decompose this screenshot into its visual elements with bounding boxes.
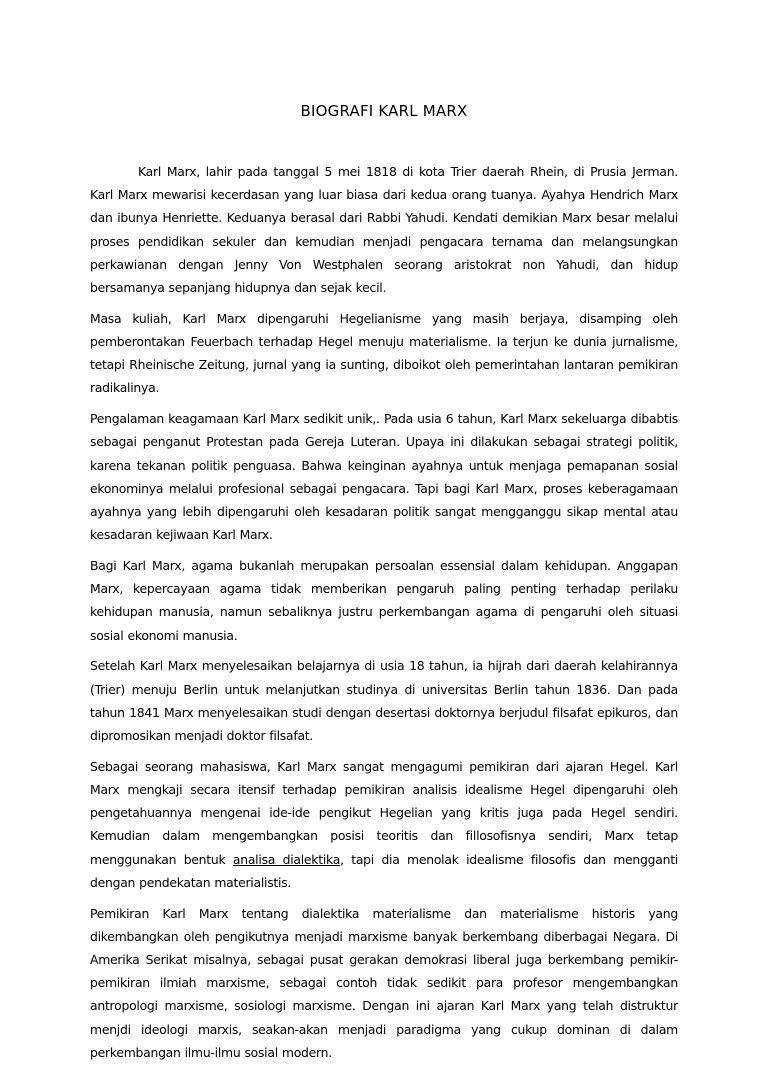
paragraph-birth: Karl Marx, lahir pada tanggal 5 mei 1818 di kota Trier daerah Rhein, di Prusia Jerman. Karl Marx mewarisi kecerdasan yang luar biasa dari kedua orang tuanya. Ayahya Hendrich Marx dan ibunya Henriette. Keduanya berasal dari Rabbi Yahudi. Kendati demikian Marx besar melalui proses pendidikan sekuler dan kemudian menjadi pengacara ternama dan melangsungkan perkawianan dengan Jenny Von Westphalen seorang aristokrat non Yahudi, dan hidup bersamanya sepanjang hidupnya dan sejak kecil. xyxy=(90,164,678,296)
paragraph-marxism: Pemikiran Karl Marx tentang dialektika materialisme dan materialisme historis yang dikembangkan oleh pengikutnya menjadi marxisme banyak berkembang diberbagai Negara. Di Amerika Serikat misalnya, sebagai pusat gerakan demokrasi liberal juga berkembang pemikir-pemikiran ilmiah marxisme, sebagai contoh tidak sedikit para profesor mengembangkan antropologi marxisme, sosiologi marxisme. Dengan ini ajaran Karl Marx yang telah distruktur menjdi ideologi marxis, seakan-akan menjadi paradigma yang cukup dominan di dalam perkembangan ilmu-ilmu sosial modern. xyxy=(90,905,678,1060)
paragraph-hegel-text-end: , tapi dia menolak idealisme filosofis dan mengganti dengan pendekatan materialistis. xyxy=(90,851,679,890)
paragraph-religion-view: Bagi Karl Marx, agama bukanlah merupakan persoalan essensial dalam kehidupan. Anggapan Marx, kepercayaan agama tidak memberikan pengaruh paling penting terhadap perilaku kehidupan manusia, namun sebaliknya justru perkembangan agama di pengaruhi oleh situasi sosial ekonomi manusia. xyxy=(90,558,678,643)
paragraph-university: Masa kuliah, Karl Marx dipengaruhi Hegelianisme yang masih berjaya, disamping oleh pemberontakan Feuerbach terhadap Hegel menuju materialisme. Ia terjun ke dunia jurnalisme, tetapi Rheinische Zeitung, jurnal yang ia sunting, diboikot oleh pemerintahan lantaran pemikiran radikalinya. xyxy=(90,310,678,396)
paragraph-religion-experience: Pengalaman keagamaan Karl Marx sedikit unik,. Pada usia 6 tahun, Karl Marx sekeluarga dibabtis sebagai penganut Protestan pada Gereja Luteran. Upaya ini dilakukan sebagai strategi politik, karena tekanan politik penguasa. Bahwa keinginan ayahnya untuk menjaga pemapanan sosial ekonominya melalui profesional sebagai pengacara. Tapi bagi Karl Marx, proses keberagamaan ayahnya yang lebih dipengaruhi oleh kesadaran politik sangat mengganggu sikap mental atau kesadaran kejiwaan Karl Marx. xyxy=(90,411,678,543)
paragraph-hegel xyxy=(90,755,678,894)
paragraph-hegel-text-start: Sebagai seorang mahasiswa, Karl Marx sangat mengagumi pemikiran dari ajaran Hegel. Karl Marx mengkaji secara itensif terhadap pemikiran analisis idealisme Hegel dipengaruhi oleh pengetahuannya mengenai ide-ide pengikut Hegelian yang kritis juga pada Hegel sendiri. Kemudian dalam mengembangkan posisi teoritis dan fillosofisnya sendiri, Marx tetap menggunakan bentuk xyxy=(90,758,678,867)
document-title: BIOGRAFI KARL MARX xyxy=(300,102,468,120)
paragraph-studies: Setelah Karl Marx menyelesaikan belajarnya di usia 18 tahun, ia hijrah dari daerah kelahirannya (Trier) menuju Berlin untuk melanjutkan studinya di universitas Berlin tahun 1836. Dan pada tahun 1841 Marx menyelesaikan studi dengan desertasi doktornya berjudul filsafat epikuros, dan dipromosikan menjadi doktor filsafat. xyxy=(90,658,678,744)
document-body xyxy=(90,160,678,1072)
analisa-dialektika-link[interactable]: analisa dialektika xyxy=(232,851,341,867)
